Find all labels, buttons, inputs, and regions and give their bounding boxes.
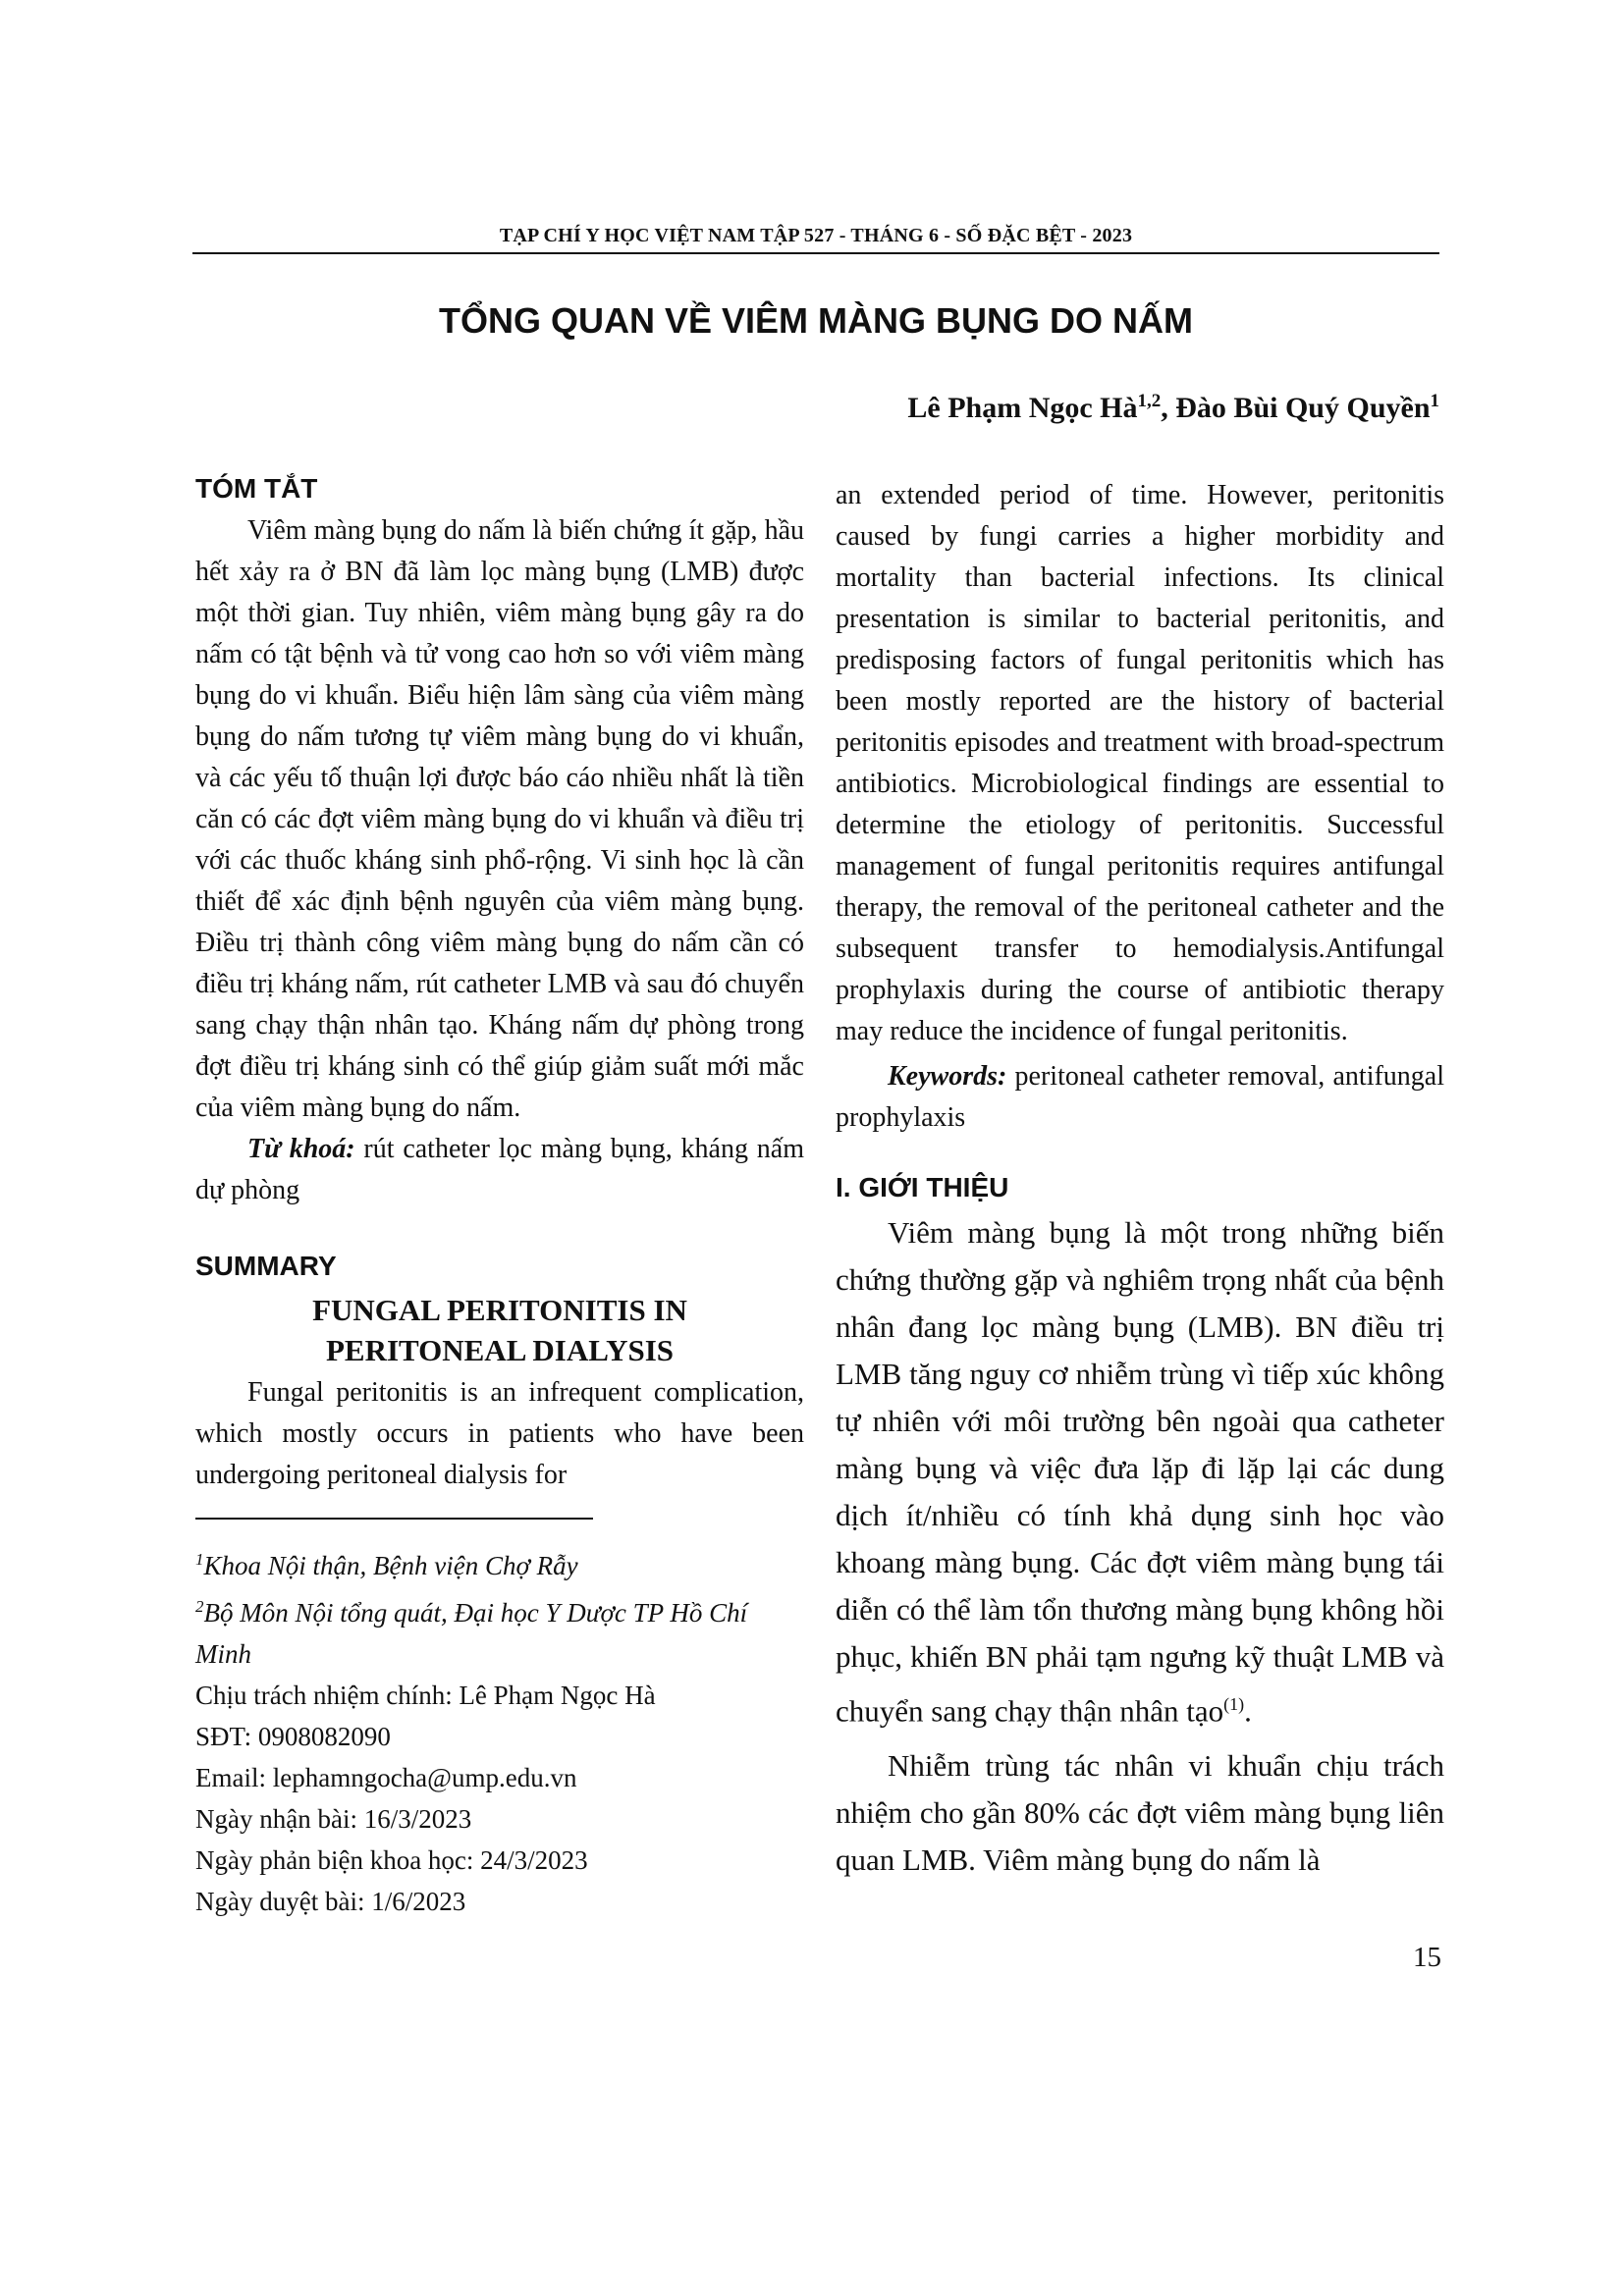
tomtat-body: Viêm màng bụng do nấm là biến chứng ít gặp, hầu hết xảy ra ở BN đã làm lọc màng bụng (LMB) được một thời gian. Tuy nhiên, viêm màng bụng gây ra do nấm có tật bệnh và tử vong cao hơn so với viêm màng bụng do vi khuẩn. Biểu hiện lâm sàng của viêm màng bụng do nấm tương tự viêm màng bụng do vi khuẩn, và các yếu tố thuận lợi được báo cáo nhiều nhất là tiền căn có các đợt viêm màng bụng do vi khuẩn và điều trị với các thuốc kháng sinh phổ-rộng. Vi sinh học là cần thiết để xác định bệnh nguyên của viêm màng bụng. Điều trị thành công viêm màng bụng do nấm cần có điều trị kháng nấm, rút catheter LMB và sau đó chuyển sang chạy thận nhân tạo. Kháng nấm dự phòng trong đợt điều trị kháng sinh có thể giúp giảm suất mới mắc của viêm màng bụng do nấm. bbox=[195, 515, 804, 1123]
author-separator: , bbox=[1161, 392, 1176, 424]
right-column bbox=[836, 469, 1444, 1884]
summary-title-line: FUNGAL PERITONITIS IN bbox=[312, 1293, 687, 1327]
footnote-phone: SĐT: 0908082090 bbox=[195, 1722, 391, 1751]
author-name: Lê Phạm Ngọc Hà bbox=[907, 392, 1138, 424]
footnote-accepted: Ngày duyệt bài: 1/6/2023 bbox=[195, 1887, 466, 1916]
summary-keywords bbox=[836, 1056, 1444, 1139]
summary-title bbox=[195, 1290, 804, 1370]
introduction-section bbox=[836, 1168, 1444, 1884]
keywords-text: peritoneal catheter removal, antifungal prophylaxis bbox=[836, 1061, 1444, 1133]
footnote-rule bbox=[195, 1518, 593, 1520]
summary-title-line: PERITONEAL DIALYSIS bbox=[325, 1333, 675, 1367]
header-rule bbox=[192, 252, 1439, 254]
running-header: TẠP CHÍ Y HỌC VIỆT NAM TẬP 527 - THÁNG 6 - SỐ ĐẶC BỆT - 2023 bbox=[499, 225, 1133, 246]
affiliation-mark: 1,2 bbox=[1137, 391, 1162, 411]
introduction-paragraph: Viêm màng bụng là một trong những biến chứng thường gặp và nghiêm trọng nhất của bệnh nhân đang lọc màng bụng (LMB). BN điều trị LMB tăng nguy cơ nhiễm trùng vì tiếp xúc không tự nhiên với môi trường bên ngoài qua catheter màng bụng và việc đưa lặp đi lặp lại các dung dịch ít/nhiều có tính khả dụng sinh học vào khoang màng bụng. Các đợt viêm màng bụng tái diễn có thể làm tổn thương màng bụng không hồi phục, khiến BN phải tạm ngưng kỹ thuật LMB và chuyển sang chạy thận nhân tạo$^{(1)}$. bbox=[836, 1215, 1444, 1729]
summary-body: Fungal peritonitis is an infrequent complication, which mostly occurs in patients who have been undergoing peritoneal dialysis for bbox=[195, 1377, 804, 1490]
page-number: 15 bbox=[1413, 1942, 1441, 1973]
keywords-label: Từ khoá: bbox=[247, 1134, 355, 1164]
affiliation-mark: 1 bbox=[1430, 391, 1439, 411]
footnote-affiliation: $^1$Khoa Nội thận, Bệnh viện Chợ Rẫy bbox=[195, 1550, 578, 1580]
author-name: Đào Bùi Quý Quyền bbox=[1175, 392, 1431, 424]
summary-heading: SUMMARY bbox=[195, 1251, 337, 1281]
author-line bbox=[907, 391, 1439, 425]
summary-body-continued: an extended period of time. However, peritonitis caused by fungi carries a higher morbidity and mortality than bacterial infections. Its clinical presentation is similar to bacterial peritonitis, and predisposing factors of fungal peritonitis which has been mostly reported are the history of bacterial peritonitis episodes and treatment with broad-spectrum antibiotics. Microbiological findings are essential to determine the etiology of peritonitis. Successful management of fungal peritonitis requires antifungal therapy, the removal of the peritoneal catheter and the subsequent transfer to hemodialysis.Antifungal prophylaxis during the course of antibiotic therapy may reduce the incidence of fungal peritonitis. bbox=[836, 480, 1444, 1046]
footnote-received: Ngày nhận bài: 16/3/2023 bbox=[195, 1804, 472, 1834]
tomtat-heading: TÓM TẮT bbox=[195, 473, 318, 504]
footnote-reviewed: Ngày phản biện khoa học: 24/3/2023 bbox=[195, 1845, 588, 1875]
introduction-paragraph: Nhiễm trùng tác nhân vi khuẩn chịu trách nhiệm cho gần 80% các đợt viêm màng bụng liên quan LMB. Viêm màng bụng do nấm là bbox=[836, 1748, 1444, 1878]
keywords-text: rút catheter lọc màng bụng, kháng nấm dự phòng bbox=[195, 1134, 804, 1205]
tomtat-keywords bbox=[195, 1129, 804, 1211]
left-column bbox=[195, 469, 804, 1922]
footnote-affiliation: $^2$Bộ Môn Nội tổng quát, Đại học Y Dược TP Hồ Chí Minh bbox=[195, 1597, 748, 1669]
footnote-responsible: Chịu trách nhiệm chính: Lê Phạm Ngọc Hà bbox=[195, 1681, 656, 1710]
keywords-label: Keywords: bbox=[888, 1061, 1007, 1092]
footnote-email: Email: lephamngocha@ump.edu.vn bbox=[195, 1763, 577, 1792]
citation-ref: (1) bbox=[1223, 1694, 1245, 1714]
introduction-heading: I. GIỚI THIỆU bbox=[836, 1172, 1009, 1202]
article-title: TỔNG QUAN VỀ VIÊM MÀNG BỤNG DO NẤM bbox=[438, 300, 1193, 341]
